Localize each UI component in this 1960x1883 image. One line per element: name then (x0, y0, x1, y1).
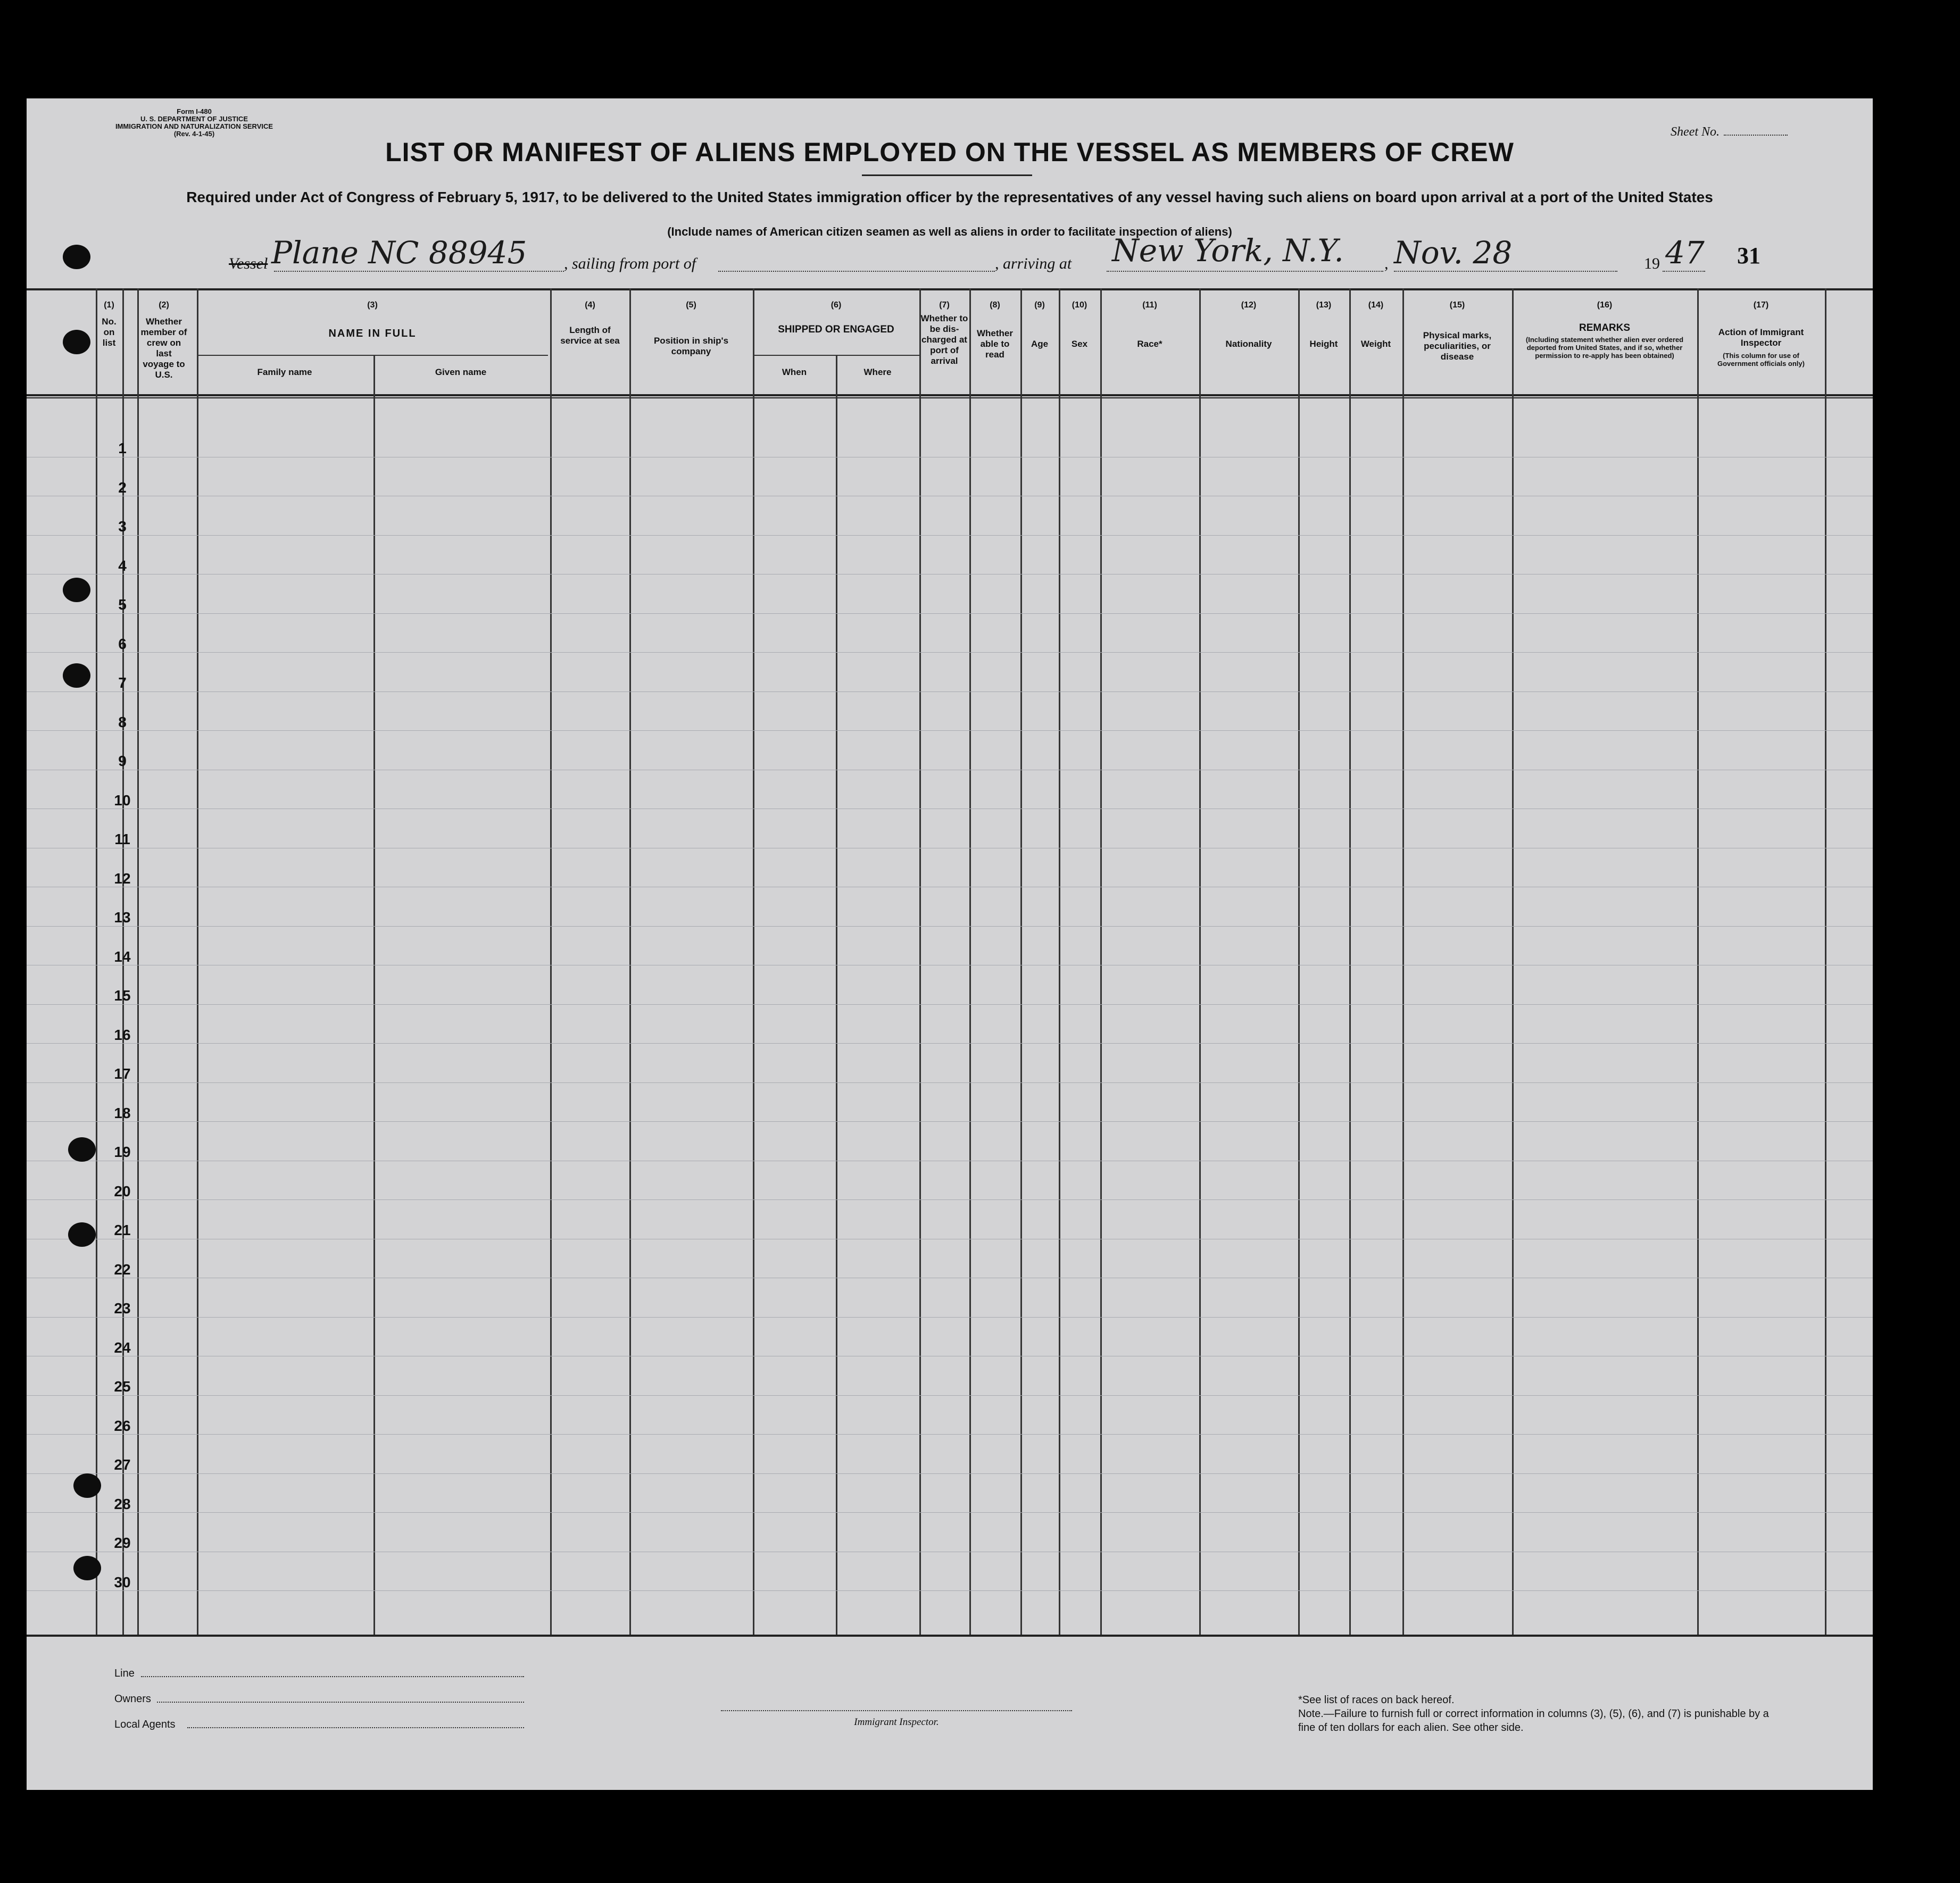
column-divider (1298, 288, 1300, 1635)
col-head-where: Where (863, 367, 892, 377)
vessel-label: Vessel (229, 255, 268, 272)
punch-hole (63, 330, 90, 354)
row-number: 17 (114, 1065, 131, 1082)
manifest-sheet (27, 98, 1873, 1790)
owners-field (157, 1702, 524, 1703)
col-num-4: (4) (585, 301, 595, 310)
stamped-sheet-number: 31 (1737, 243, 1760, 269)
table-bottom-border (27, 1635, 1873, 1637)
inspector-signature-line (721, 1710, 1072, 1711)
row-number: 27 (114, 1456, 131, 1473)
col-head-position: Position in ship's company (653, 336, 729, 356)
line-label: Line (114, 1668, 135, 1679)
row-number: 6 (118, 635, 127, 652)
punch-hole (63, 663, 90, 688)
table-row (27, 1199, 1873, 1200)
col-num-10: (10) (1072, 301, 1087, 310)
table-row (27, 1004, 1873, 1005)
punch-hole (63, 245, 90, 269)
row-number: 29 (114, 1535, 131, 1551)
col-num-13: (13) (1316, 301, 1332, 310)
row-number: 12 (114, 870, 131, 887)
form-number: Form I-480 (177, 107, 212, 115)
col-head-physical-marks: Physical marks, peculiarities, or disease (1423, 330, 1492, 362)
row-number: 4 (118, 557, 127, 574)
table-row (27, 1395, 1873, 1396)
col-head-given-name: Given name (435, 367, 487, 377)
col-head-remarks-note: (Including statement whether alien ever ordered deported from United States, and if so, whether permission to re-apply has been obtained) (1525, 336, 1684, 360)
title-underline (862, 174, 1032, 176)
table-row (27, 1473, 1873, 1474)
column-divider (1020, 288, 1022, 1635)
sheet-number-label: Sheet No. (1671, 125, 1720, 139)
sailing-dotfill (718, 270, 995, 272)
col-num-9: (9) (1034, 301, 1045, 310)
column-divider (1199, 288, 1201, 1635)
row-number: 23 (114, 1300, 131, 1317)
row-number: 28 (114, 1495, 131, 1512)
col-num-14: (14) (1368, 301, 1384, 310)
row-number: 1 (118, 440, 127, 456)
penalty-note: Note.—Failure to furnish full or correct information in columns (3), (5), (6), and (7) is punishable by a fine of ten dollars for each alien. See other side. (1298, 1708, 1769, 1734)
col-num-8: (8) (990, 301, 1000, 310)
col-head-when: When (782, 367, 807, 377)
arrival-date-value: Nov. 28 (1394, 235, 1513, 271)
sailing-label: , sailing from port of (564, 255, 696, 272)
row-number: 2 (118, 479, 127, 496)
column-divider (197, 288, 198, 1635)
column-divider (629, 288, 631, 1635)
row-number: 5 (118, 596, 127, 613)
local-agents-field (187, 1727, 524, 1728)
row-number: 30 (114, 1573, 131, 1590)
row-number: 19 (114, 1144, 131, 1160)
table-row (27, 1121, 1873, 1122)
col-head-weight: Weight (1360, 339, 1391, 349)
column-divider (1512, 288, 1514, 1635)
vessel-dotfill (274, 270, 564, 272)
races-note: *See list of races on back hereof. (1298, 1694, 1455, 1706)
shipped-subheader-rule (753, 355, 919, 356)
row-number: 21 (114, 1222, 131, 1238)
arrival-dotfill (1107, 270, 1383, 272)
column-divider (969, 288, 971, 1635)
col-head-nationality: Nationality (1225, 339, 1272, 349)
row-number: 18 (114, 1104, 131, 1121)
column-divider (1402, 288, 1404, 1635)
col-head-able-to-read: Whether able to read (977, 328, 1013, 360)
row-number: 8 (118, 713, 127, 730)
row-number: 11 (114, 831, 130, 847)
table-row (27, 1317, 1873, 1318)
voyage-line (207, 232, 1750, 278)
row-number: 3 (118, 518, 127, 535)
table-row (27, 1082, 1873, 1083)
row-number: 15 (114, 987, 131, 1004)
col-head-discharged: Whether to be dis-charged at port of arrival (920, 313, 968, 366)
col-num-5: (5) (686, 301, 696, 310)
row-number: 9 (118, 753, 127, 769)
table-row (27, 1590, 1873, 1591)
department-name: U. S. DEPARTMENT OF JUSTICE (140, 115, 248, 123)
col-num-6: (6) (830, 301, 842, 310)
punch-hole (63, 578, 90, 602)
col-num-15: (15) (1449, 301, 1465, 310)
table-header-rule-double (27, 397, 1873, 398)
year-prefix: 19 (1644, 255, 1660, 272)
col-head-remarks: REMARKS (1579, 322, 1631, 334)
document-title: LIST OR MANIFEST OF ALIENS EMPLOYED ON THE VESSEL AS MEMBERS OF CREW (385, 137, 1514, 167)
date-dotfill (1394, 270, 1617, 272)
col-head-prior-voyage: Whether member of crew on last voyage to U.S. (140, 316, 187, 380)
column-divider (1349, 288, 1351, 1635)
col-head-family-name: Family name (257, 367, 312, 377)
col-head-inspector-note: (This column for use of Government officials only) (1717, 352, 1805, 368)
column-divider (373, 355, 375, 1635)
table-row (27, 535, 1873, 536)
column-divider (919, 288, 921, 1635)
form-identifier (106, 108, 282, 138)
table-header-rule (27, 394, 1873, 396)
col-head-race: Race* (1137, 339, 1162, 349)
column-divider (836, 355, 837, 1635)
owners-label: Owners (114, 1693, 151, 1705)
service-name: IMMIGRATION AND NATURALIZATION SERVICE (115, 122, 273, 130)
col-head-inspector-action: Action of Immigrant Inspector (1718, 327, 1804, 348)
local-agents-label: Local Agents (114, 1719, 176, 1730)
year-dotfill (1663, 270, 1705, 272)
col-num-7: (7) (939, 301, 950, 310)
column-divider (753, 288, 754, 1635)
arrival-port-value: New York, N.Y. (1112, 232, 1344, 269)
punch-hole (73, 1556, 101, 1580)
row-number: 13 (114, 909, 131, 926)
table-row (27, 1434, 1873, 1435)
column-divider (1100, 288, 1102, 1635)
line-field (141, 1676, 524, 1677)
arrival-comma: , (1384, 255, 1389, 272)
column-divider (96, 288, 97, 1635)
punch-hole (68, 1222, 96, 1247)
table-row (27, 613, 1873, 614)
row-number: 22 (114, 1261, 131, 1278)
row-number: 20 (114, 1182, 131, 1199)
table-row (27, 730, 1873, 731)
col-head-shipped-or-engaged: SHIPPED OR ENGAGED (778, 324, 894, 335)
column-divider (550, 288, 552, 1635)
include-note: (Include names of American citizen seamen as well as aliens in order to facilitate inspection of aliens) (667, 225, 1232, 238)
row-number: 7 (118, 674, 127, 691)
table-top-border (27, 288, 1873, 290)
table-row (27, 691, 1873, 692)
table-row (27, 652, 1873, 653)
sheet-number-value (1724, 135, 1788, 136)
name-subheader-rule (197, 355, 548, 356)
row-number: 16 (114, 1026, 131, 1043)
table-row (27, 1512, 1873, 1513)
punch-hole (73, 1473, 101, 1498)
table-row (27, 1043, 1873, 1044)
col-num-2: (2) (159, 301, 169, 310)
row-number: 10 (114, 791, 131, 809)
col-num-12: (12) (1241, 301, 1257, 310)
col-num-1: (1) (104, 301, 114, 310)
immigrant-inspector-label: Immigrant Inspector. (854, 1717, 939, 1728)
column-divider (1825, 288, 1826, 1635)
row-number: 14 (114, 948, 131, 965)
col-head-age: Age (1031, 339, 1049, 349)
vessel-name: Plane NC 88945 (271, 235, 527, 271)
table-row (27, 926, 1873, 927)
col-num-17: (17) (1753, 301, 1769, 310)
legal-requirement-text: Required under Act of Congress of February 5, 1917, to be delivered to the United States immigration officer by the representatives of any vessel having such aliens on board upon arrival at a port of the United States (186, 189, 1713, 205)
col-head-height: Height (1309, 339, 1338, 349)
col-num-3: (3) (367, 301, 378, 310)
column-divider (1059, 288, 1060, 1635)
form-revision: (Rev. 4-1-45) (173, 130, 215, 138)
col-num-11: (11) (1142, 301, 1157, 310)
col-head-no-on-list: No. on list (102, 316, 117, 348)
year-value: 47 (1665, 235, 1705, 271)
row-number: 26 (114, 1417, 131, 1434)
row-number: 25 (114, 1378, 131, 1395)
col-head-sex: Sex (1071, 339, 1088, 349)
col-num-16: (16) (1597, 301, 1613, 310)
col-head-length-of-service: Length of service at sea (560, 325, 620, 346)
column-divider (1697, 288, 1699, 1635)
row-number: 24 (114, 1339, 131, 1356)
punch-hole (68, 1137, 96, 1162)
arriving-label: , arriving at (995, 255, 1072, 272)
col-head-name-in-full: NAME IN FULL (328, 328, 417, 339)
